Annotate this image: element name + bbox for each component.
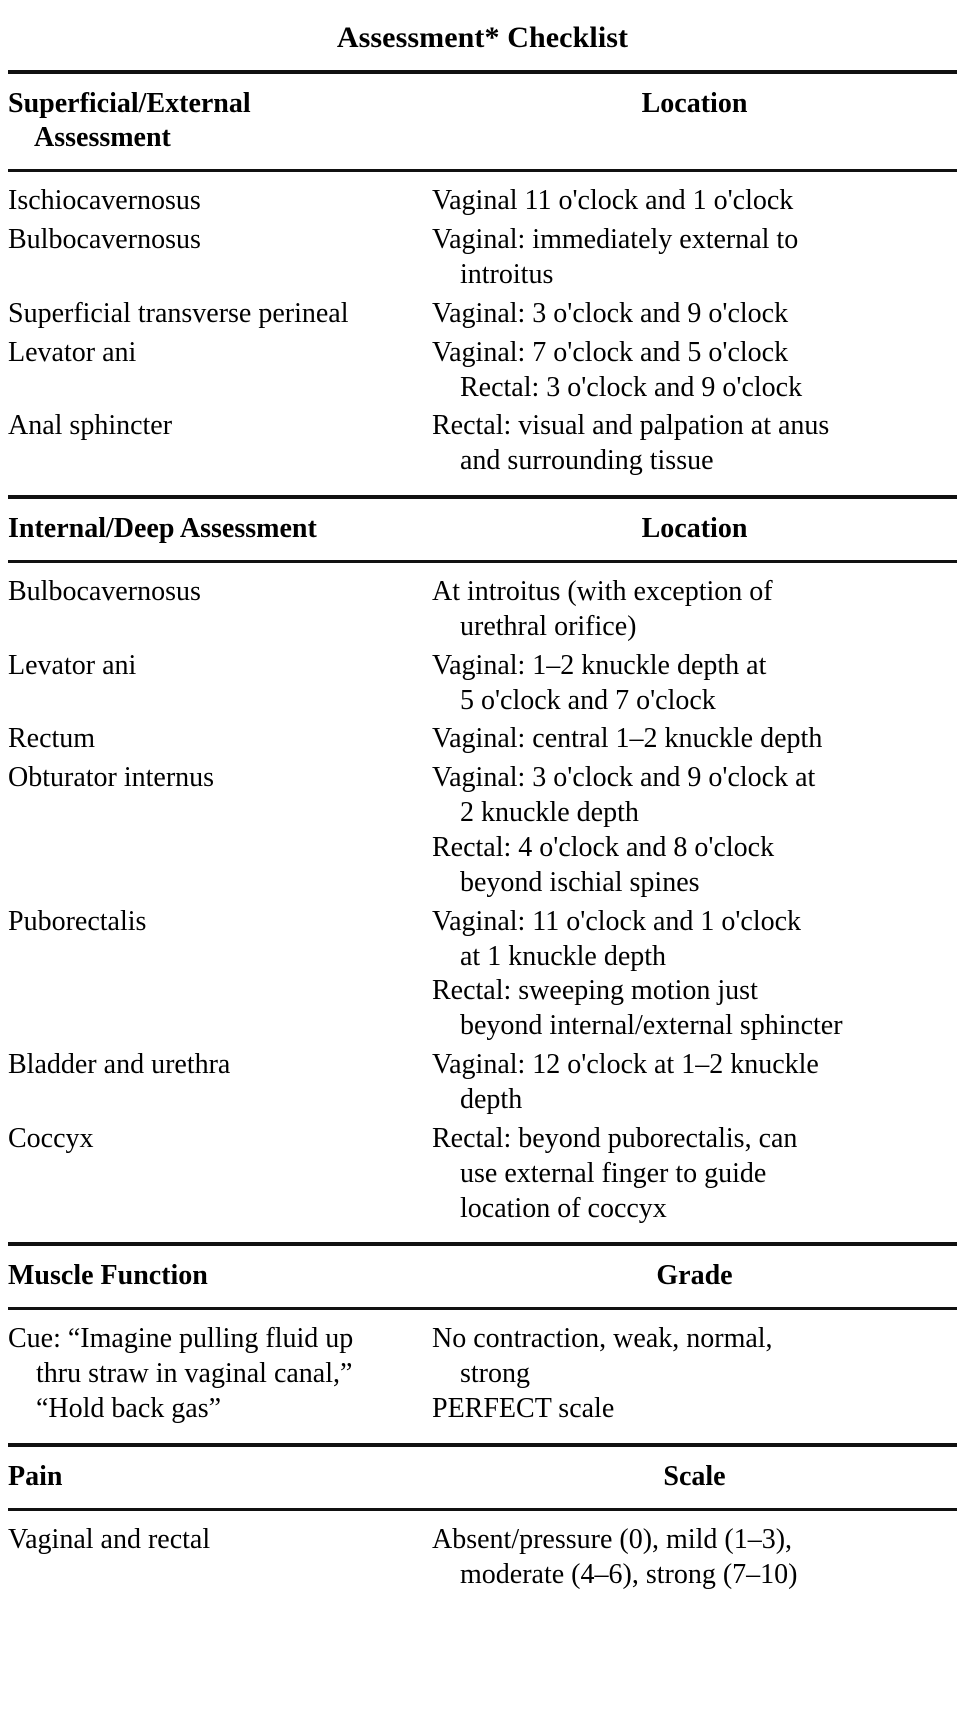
row-name-line: thru straw in vaginal canal,” bbox=[36, 1358, 353, 1390]
row-location bbox=[432, 759, 957, 902]
row-name: Vaginal and rectal bbox=[8, 1523, 211, 1555]
row-name: Coccyx bbox=[8, 1122, 94, 1154]
table-row bbox=[8, 221, 957, 295]
row-name: Obturator internus bbox=[8, 762, 215, 794]
row-location-line: At introitus (with exception of bbox=[432, 575, 773, 607]
row-location-line: Rectal: sweeping motion just bbox=[432, 975, 758, 1007]
row-name: Rectum bbox=[8, 723, 96, 755]
table-row bbox=[8, 1320, 957, 1429]
table-row bbox=[8, 407, 957, 481]
row-location-line: at 1 knuckle depth bbox=[460, 940, 667, 972]
row-scale-line: Absent/pressure (0), mild (1–3), bbox=[432, 1523, 793, 1555]
row-location-line: 5 o'clock and 7 o'clock bbox=[460, 684, 716, 716]
row-location-line: Rectal: visual and palpation at anus bbox=[432, 410, 830, 442]
column-header-scale: Scale bbox=[663, 1460, 726, 1492]
row-location-line: Vaginal: 11 o'clock and 1 o'clock bbox=[432, 905, 802, 937]
table-row bbox=[8, 1120, 957, 1229]
column-header-muscle-function: Muscle Function bbox=[8, 1260, 208, 1292]
row-name: Anal sphincter bbox=[8, 410, 173, 442]
section-muscle-function bbox=[8, 1246, 957, 1307]
table-row bbox=[8, 334, 957, 408]
row-name: Bulbocavernosus bbox=[8, 575, 201, 607]
row-location-line: Vaginal: 3 o'clock and 9 o'clock at bbox=[432, 762, 816, 794]
row-location-line: Vaginal: 12 o'clock at 1–2 knuckle bbox=[432, 1049, 819, 1081]
row-location-line: Rectal: 3 o'clock and 9 o'clock bbox=[460, 371, 803, 403]
spacer bbox=[8, 1511, 957, 1521]
row-location-line: 2 knuckle depth bbox=[460, 797, 639, 829]
table-row bbox=[8, 647, 957, 721]
row-location-line: location of coccyx bbox=[460, 1192, 667, 1224]
spacer bbox=[8, 1310, 957, 1320]
column-header-location: Location bbox=[641, 87, 748, 119]
row-location-line: Vaginal: 1–2 knuckle depth at bbox=[432, 649, 767, 681]
section-header-row bbox=[8, 1246, 957, 1307]
row-location-line: and surrounding tissue bbox=[460, 445, 714, 477]
row-grade-line: PERFECT scale bbox=[432, 1393, 615, 1424]
row-location bbox=[432, 182, 957, 221]
row-location-line: Vaginal 11 o'clock and 1 o'clock bbox=[432, 185, 794, 217]
row-location bbox=[432, 334, 957, 408]
row-location bbox=[432, 720, 957, 759]
row-name: Puborectalis bbox=[8, 905, 147, 937]
row-location bbox=[432, 573, 957, 647]
section-superficial-external bbox=[8, 74, 957, 170]
table-row bbox=[8, 903, 957, 1046]
spacer bbox=[8, 1429, 957, 1443]
row-location bbox=[432, 903, 957, 1046]
table-row bbox=[8, 759, 957, 902]
section-2-body bbox=[8, 573, 957, 1228]
row-location-line: Vaginal: 3 o'clock and 9 o'clock bbox=[432, 297, 789, 329]
table-row bbox=[8, 182, 957, 221]
spacer bbox=[8, 1228, 957, 1242]
row-name bbox=[8, 1320, 432, 1429]
column-header-location: Location bbox=[641, 513, 748, 545]
row-name: Levator ani bbox=[8, 336, 137, 368]
spacer bbox=[8, 172, 957, 182]
row-location bbox=[432, 647, 957, 721]
row-location-line: introitus bbox=[460, 258, 554, 290]
table-row bbox=[8, 720, 957, 759]
row-name: Ischiocavernosus bbox=[8, 185, 201, 217]
table-row bbox=[8, 1046, 957, 1120]
row-location bbox=[432, 407, 957, 481]
row-scale-line: moderate (4–6), strong (7–10) bbox=[460, 1558, 798, 1590]
section-1-body bbox=[8, 182, 957, 481]
table-row bbox=[8, 295, 957, 334]
table-row bbox=[8, 1521, 957, 1595]
row-name: Levator ani bbox=[8, 649, 137, 681]
section-header-row bbox=[8, 1447, 957, 1508]
row-location-line: beyond internal/external sphincter bbox=[460, 1010, 843, 1042]
section-3-body bbox=[8, 1320, 957, 1429]
row-location-line: Vaginal: immediately external to bbox=[432, 224, 799, 256]
column-header-assessment-line1: Superficial/External bbox=[8, 87, 251, 119]
row-location-line: Rectal: 4 o'clock and 8 o'clock bbox=[432, 831, 775, 863]
row-location-line: beyond ischial spines bbox=[460, 866, 700, 898]
row-location bbox=[432, 295, 957, 334]
spacer bbox=[8, 563, 957, 573]
row-location bbox=[432, 1046, 957, 1120]
row-location-line: Vaginal: central 1–2 knuckle depth bbox=[432, 723, 823, 755]
row-grade-line: strong bbox=[460, 1358, 530, 1390]
row-name: Bladder and urethra bbox=[8, 1049, 231, 1081]
row-location-line: urethral orifice) bbox=[460, 610, 637, 642]
table-row bbox=[8, 573, 957, 647]
row-name: Superficial transverse perineal bbox=[8, 297, 349, 329]
row-location-line: Rectal: beyond puborectalis, can bbox=[432, 1122, 798, 1154]
section-internal-deep bbox=[8, 499, 957, 560]
section-4-body bbox=[8, 1521, 957, 1595]
row-location bbox=[432, 221, 957, 295]
row-name-line: “Hold back gas” bbox=[36, 1393, 222, 1424]
row-name-line: Cue: “Imagine pulling fluid up bbox=[8, 1323, 354, 1355]
row-location bbox=[432, 1120, 957, 1229]
column-header-grade: Grade bbox=[656, 1260, 733, 1292]
row-name: Bulbocavernosus bbox=[8, 224, 201, 256]
column-header-assessment bbox=[8, 74, 432, 170]
row-grade bbox=[432, 1320, 957, 1429]
page-title: Assessment* Checklist bbox=[336, 21, 629, 54]
column-header-pain: Pain bbox=[8, 1460, 63, 1492]
column-header-internal-deep-assessment: Internal/Deep Assessment bbox=[8, 513, 317, 545]
section-header-row bbox=[8, 74, 957, 170]
row-location-line: Vaginal: 7 o'clock and 5 o'clock bbox=[432, 336, 789, 368]
row-location-line: depth bbox=[460, 1083, 523, 1115]
spacer bbox=[8, 481, 957, 495]
column-header-assessment-line2: Assessment bbox=[34, 122, 171, 154]
section-pain bbox=[8, 1447, 957, 1508]
row-location-line: use external finger to guide bbox=[460, 1157, 767, 1189]
row-scale bbox=[432, 1521, 957, 1595]
section-header-row bbox=[8, 499, 957, 560]
row-grade-line: No contraction, weak, normal, bbox=[432, 1323, 773, 1355]
